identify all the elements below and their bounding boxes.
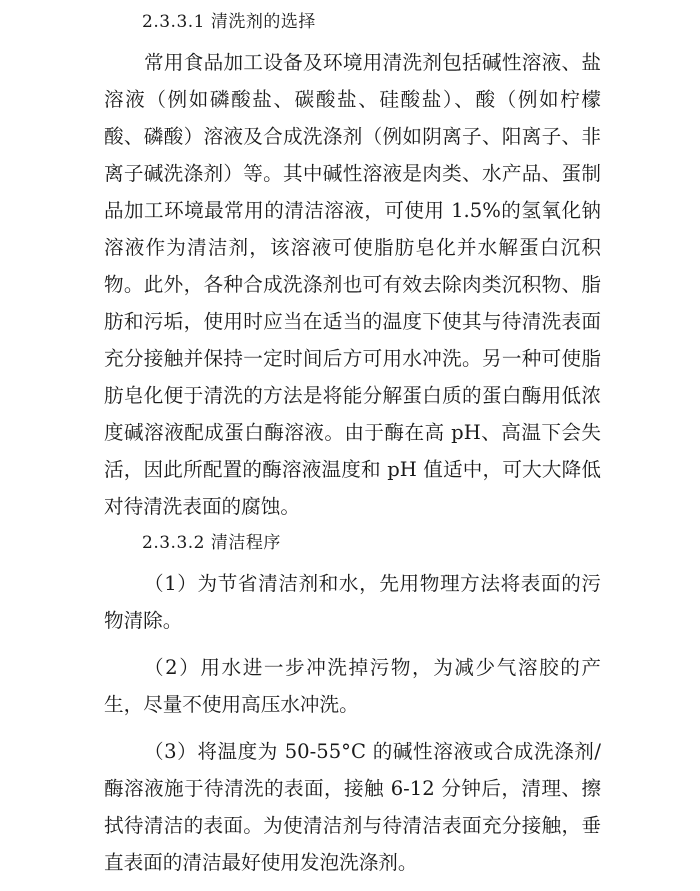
- procedure-step-2: （2）用水进一步冲洗掉污物，为减少气溶胶的产生，尽量不使用高压水冲洗。: [104, 656, 601, 716]
- document-page: [104, 10, 601, 891]
- section-heading-cleaning-procedure: 2.3.3.2 清洁程序: [142, 533, 281, 553]
- procedure-step-1: （1）为节省清洁剂和水，先用物理方法将表面的污物清除。: [104, 572, 601, 632]
- paragraph-detergent-selection: 常用食品加工设备及环境用清洗剂包括碱性溶液、盐溶液（例如磷酸盐、碳酸盐、硅酸盐）、酸（例如柠檬酸、磷酸）溶液及合成洗涤剂（例如阴离子、阳离子、非离子碱洗涤剂）等。其中碱性溶液是肉类、水产品、蛋制品加工环境最常用的清洁溶液，可使用 1.5%的氢氧化钠溶液作为清洁剂，该溶液可使脂肪皂化并水解蛋白沉积物。此外，各种合成洗涤剂也可有效去除肉类沉积物、脂肪和污垢，使用时应当在适当的温度下使其与待清洗表面充分接触并保持一定时间后方可用水冲洗。另一种可使脂肪皂化便于清洗的方法是将能分解蛋白质的蛋白酶用低浓度碱溶液配成蛋白酶溶液。由于酶在高 pH、高温下会失活，因此所配置的酶溶液温度和 pH 值适中，可大大降低对待清洗表面的腐蚀。: [104, 51, 601, 518]
- procedure-step-3: （3）将温度为 50-55°C 的碱性溶液或合成洗涤剂/酶溶液施于待清洗的表面，接触 6-12 分钟后，清理、擦拭待清洁的表面。为使清洁剂与待清洁表面充分接触，垂直表面的清洁最好使用发泡洗涤剂。: [104, 740, 601, 874]
- section-heading-detergent-selection: 2.3.3.1 清洗剂的选择: [142, 12, 316, 32]
